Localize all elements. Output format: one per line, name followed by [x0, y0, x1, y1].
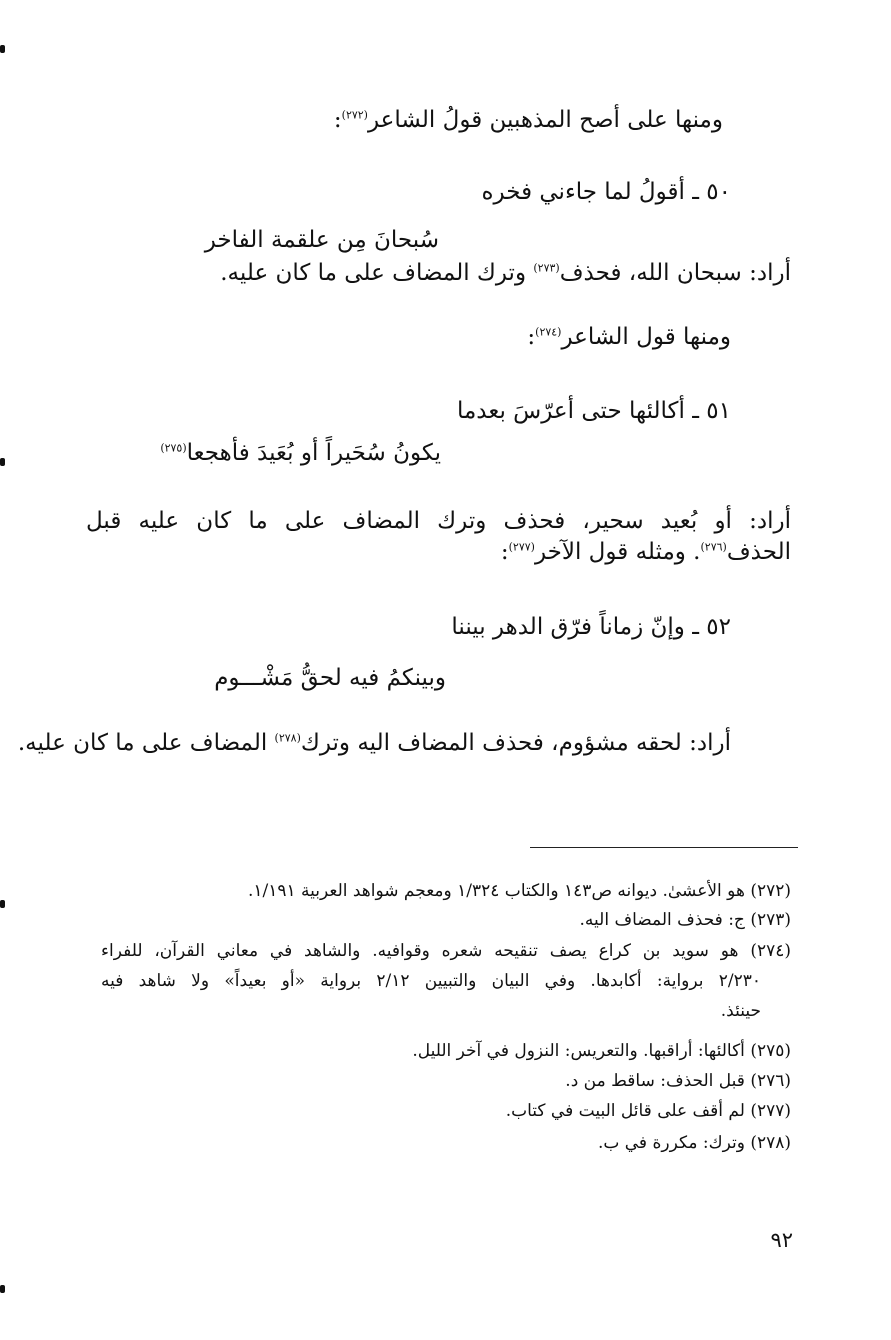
footnote-ref: (٢٧٧) [508, 540, 535, 554]
footnote-ref: (٢٧٤) [535, 325, 562, 339]
intro-colon: : [333, 107, 342, 133]
footnote-ref: (٢٧٨) [274, 731, 301, 745]
verse-52-second-hemistich [214, 663, 446, 693]
footnote-number: (٢٧٨) [750, 1133, 791, 1153]
verse-52-first-hemistich [451, 612, 731, 642]
verse-51-second-hemistich [160, 438, 441, 468]
footnote-278 [598, 1130, 791, 1156]
footnote-text: لم أقف على قائل البيت في كتاب. [505, 1101, 745, 1121]
verse-50-second-hemistich [205, 225, 439, 255]
comment-text: أراد: سبحان الله، فحذف [559, 260, 791, 286]
footnote-number: (٢٧٧) [750, 1101, 791, 1121]
footnote-274-continuation-2 [721, 998, 761, 1024]
footnote-ref: (٢٧٢) [341, 108, 368, 122]
footnote-text: حينئذ. [720, 1001, 761, 1021]
footnote-274 [101, 938, 791, 964]
verse-hemistich: سُبحانَ مِن علقمة الفاخر [204, 227, 439, 253]
comment-51-line-2 [501, 537, 791, 567]
footnote-text: ٢/٢٣٠ برواية: أكابدها. وفي البيان والتبيين ٢/١٢ برواية «أو بعيداً» ولا شاهد فيه [101, 971, 761, 991]
footnote-274-continuation [101, 968, 761, 994]
page-number: ٩٢ [770, 1228, 793, 1252]
footnote-ref: (٢٧٦) [700, 540, 727, 554]
verse-number: ٥٢ ـ [692, 614, 731, 640]
footnote-text: قبل الحذف: ساقط من د. [565, 1071, 745, 1091]
comment-50-line-1 [220, 258, 791, 288]
comment-colon: : [500, 539, 509, 565]
verse-hemistich: أقولُ لما جاءني فخره [481, 179, 685, 205]
intro-text: ومنها قول الشاعر [561, 324, 731, 350]
comment-text: أراد: أو بُعيد سحير، فحذف وترك المضاف على ما كان عليه قبل [86, 508, 791, 534]
verse-hemistich: وبينكمُ فيه لحقُّ مَشْـــوم [214, 665, 446, 691]
intro-line-2 [527, 322, 731, 352]
footnote-number: (٢٧٤) [750, 941, 791, 961]
verse-number: ٥٠ ـ [692, 179, 731, 205]
footnote-number: (٢٧٢) [750, 881, 791, 901]
footnote-276 [565, 1068, 791, 1094]
verse-51-first-hemistich [457, 396, 731, 426]
footnote-number: (٢٧٦) [750, 1071, 791, 1091]
scan-mark [0, 900, 5, 908]
verse-hemistich: يكونُ سُحَيراً أو بُعَيدَ فأهجعا [186, 440, 441, 466]
footnote-number: (٢٧٣) [750, 910, 791, 930]
comment-text: وترك المضاف على ما كان عليه. [220, 260, 527, 286]
scan-mark [0, 458, 5, 466]
comment-51-line-1 [86, 506, 791, 536]
footnote-text: وترك: مكررة في ب. [597, 1133, 745, 1153]
footnote-272 [248, 878, 791, 904]
footnote-ref: (٢٧٥) [160, 441, 187, 455]
footnote-text: ج: فحذف المضاف اليه. [579, 910, 745, 930]
verse-number: ٥١ ـ [692, 398, 731, 424]
comment-text: . ومثله قول الآخر [534, 539, 701, 565]
comment-52-line [18, 728, 731, 758]
comment-text: أراد: لحقه مشؤوم، فحذف المضاف اليه وترك [300, 730, 731, 756]
footnote-text: هو سويد بن كراع يصف تنقيحه شعره وقوافيه. والشاهد في معاني القرآن، للفراء [101, 941, 739, 961]
footnote-273 [580, 907, 791, 933]
footnote-text: هو الأعشىٰ. ديوانه ص١٤٣ والكتاب ١/٣٢٤ ومعجم شواهد العربية ١/١٩١. [247, 881, 745, 901]
footnote-number: (٢٧٥) [750, 1041, 791, 1061]
footnote-ref: (٢٧٣) [533, 261, 560, 275]
intro-colon: : [527, 324, 536, 350]
scan-mark [0, 1285, 5, 1293]
footnote-277 [506, 1098, 791, 1124]
verse-hemistich: وإنّ زماناً فرّق الدهر بيننا [451, 614, 685, 640]
footnote-separator [530, 847, 798, 848]
intro-text: ومنها على أصح المذهبين قولُ الشاعر [367, 107, 723, 133]
comment-text: المضاف على ما كان عليه. [17, 730, 268, 756]
scan-mark [0, 45, 5, 53]
footnote-text: أكالئها: أراقبها. والتعريس: النزول في آخر الليل. [412, 1041, 745, 1061]
verse-hemistich: أكالئها حتى أعرّسَ بعدما [456, 398, 685, 424]
verse-50-first-hemistich [481, 177, 731, 207]
comment-text: الحذف [726, 539, 791, 565]
intro-line-1 [334, 105, 723, 135]
footnote-275 [412, 1038, 791, 1064]
